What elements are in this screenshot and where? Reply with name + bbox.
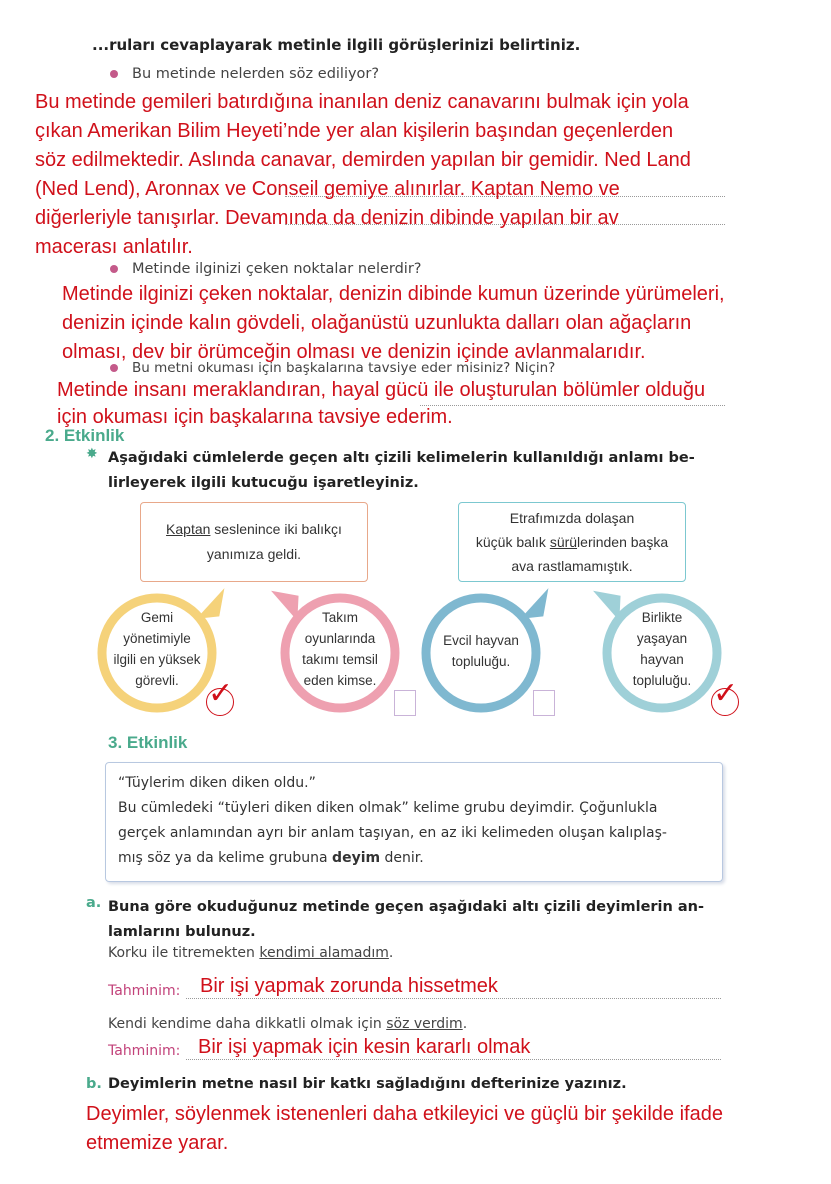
sentence-box-left: Kaptan seslenince iki balıkçı yanımıza geldi. xyxy=(140,502,368,582)
bullet-icon xyxy=(110,364,118,372)
option-3: Evcil hayvan topluluğu. xyxy=(443,633,519,669)
section3-title: 3. Etkinlik xyxy=(108,733,188,752)
section1-instruction: ...ruları cevaplayarak metinle ilgili görüşlerinizi belirtiniz. xyxy=(92,36,581,54)
guess-line-1 xyxy=(186,998,721,999)
option-2: Takım oyunlarında takımı temsil eden kimse. xyxy=(302,610,378,688)
section2-instruction: Aşağıdaki cümlelerde geçen altı çizili kelimelerin kullanıldığı anlamı be- lirleyerek ilgili kutucuğu işaretleyiniz. xyxy=(108,450,695,491)
question-2 xyxy=(110,261,422,277)
checkmark-icon: ✓ xyxy=(713,676,739,711)
answer-1: Bu metinde gemileri batırdığına inanılan deniz canavarını bulmak için yola çıkan Amerikan Bilim Heyeti’nde yer alan kişilerin başından geçenlerden söz edilmektedir. Aslında canavar, demirden yapılan bir gemidir. Ned Land (Ned Lend), Aronnax ve Conseil gemiye alınırlar. Kaptan Nemo ve diğerleriyle tanışırlar. Devamında da denizin dibinde yapılan bir av macerası anlatılır. xyxy=(35,91,691,258)
question-text: Bu metinde nelerden söz ediliyor? xyxy=(132,66,380,82)
answer-3: Metinde insanı meraklandıran, hayal gücü ile oluşturulan bölümler olduğu için okuması için başkalarına tavsiye ederim. xyxy=(57,379,706,428)
guess-label-1: Tahminim: xyxy=(108,983,181,999)
guess-label-2: Tahminim: xyxy=(108,1043,181,1059)
answer-b: Deyimler, söylenmek istenenleri daha etkileyici ve güçlü bir şekilde ifade etmemize yarar. xyxy=(86,1103,723,1154)
guess-answer-2[interactable]: Bir işi yapmak için kesin kararlı olmak xyxy=(198,1036,531,1058)
question-a: Buna göre okuduğunuz metinde geçen aşağıdaki altı çizili deyimlerin an- lamlarını bulunuz. xyxy=(108,899,705,940)
section2-title: 2. Etkinlik xyxy=(45,426,125,445)
guess-line-2 xyxy=(186,1059,721,1060)
question-3 xyxy=(110,360,555,376)
question-b: Deyimlerin metne nasıl bir katkı sağladığını defterinize yazınız. xyxy=(108,1076,627,1092)
arrow-option-3 xyxy=(524,593,546,617)
idiom-sentence-2: Kendi kendime daha dikkatli olmak için söz verdim. xyxy=(108,1016,468,1032)
definition-box: “Tüylerim diken diken oldu.” Bu cümledeki “tüyleri diken diken olmak” kelime grubu deyimdir. Çoğunlukla gerçek anlamından ayrı bir anlam taşıyan, en az iki kelimeden oluşan kalıplaş- mış söz ya da kelime grubuna deyim denir. xyxy=(105,762,723,882)
checkbox-option-3[interactable] xyxy=(533,690,555,716)
option-4: Birlikte yaşayan hayvan topluluğu. xyxy=(632,610,692,688)
star-icon: ✸ xyxy=(86,446,98,462)
answer-2: Metinde ilginizi çeken noktalar, denizin dibinde kumun üzerinde yürümeleri, denizin içinde kalın gövdeli, olağanüstü uzunlukta dalları olan ağaçların olması, dev bir örümceğin olması ve denizin içinde avlanmalarıdır. xyxy=(62,283,725,363)
sentence-box-right: Etrafımızda dolaşan küçük balık sürülerinden başka ava rastlamamıştık. xyxy=(458,502,686,582)
checkbox-option-2[interactable] xyxy=(394,690,416,716)
question-1 xyxy=(110,66,379,82)
guess-answer-1[interactable]: Bir işi yapmak zorunda hissetmek xyxy=(200,975,498,997)
label-b: b. xyxy=(86,1076,102,1092)
bullet-icon xyxy=(110,265,118,273)
checkmark-icon: ✓ xyxy=(208,676,234,711)
label-a: a. xyxy=(86,895,102,911)
idiom-sentence-1: Korku ile titremekten kendimi alamadım. xyxy=(108,945,394,961)
question-text: Metinde ilginizi çeken noktalar nelerdir? xyxy=(132,261,422,277)
option-1: Gemi yönetimiyle ilgili en yüksek görevli. xyxy=(113,610,201,688)
question-text: Bu metni okuması için başkalarına tavsiye eder misiniz? Niçin? xyxy=(132,360,556,376)
bullet-icon xyxy=(110,70,118,78)
